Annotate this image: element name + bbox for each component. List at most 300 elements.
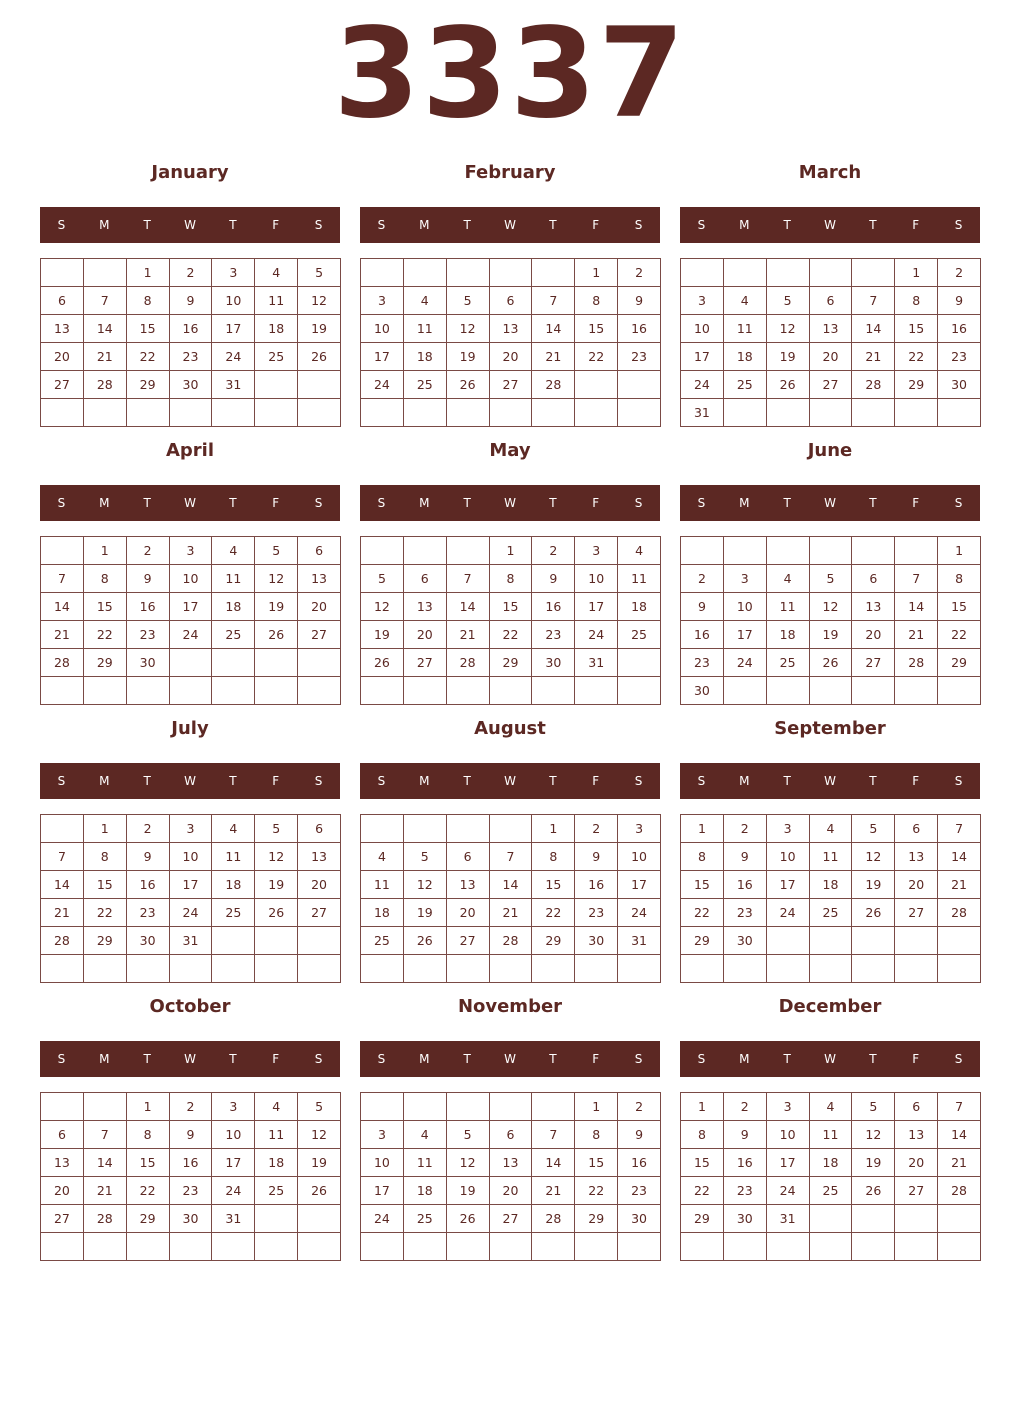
day-cell: 11 [212, 565, 255, 593]
day-cell: 20 [298, 871, 341, 899]
empty-cell [938, 1205, 981, 1233]
empty-cell [724, 1233, 767, 1261]
day-cell: 24 [170, 899, 213, 927]
empty-cell [404, 537, 447, 565]
empty-cell [852, 927, 895, 955]
day-cell: 2 [724, 815, 767, 843]
day-cell: 8 [938, 565, 981, 593]
weekday-label: M [739, 1052, 750, 1066]
weekday-label: T [229, 218, 237, 232]
empty-cell [447, 259, 490, 287]
day-cell: 19 [852, 871, 895, 899]
day-cell: 14 [938, 1121, 981, 1149]
day-cell: 26 [852, 1177, 895, 1205]
day-cell: 13 [298, 843, 341, 871]
weekday-label: S [697, 496, 706, 510]
day-cell: 4 [361, 843, 404, 871]
day-cell: 19 [298, 1149, 341, 1177]
day-cell: 29 [127, 1205, 170, 1233]
empty-cell [938, 399, 981, 427]
day-cell: 3 [724, 565, 767, 593]
day-cell: 4 [810, 1093, 853, 1121]
empty-cell [532, 259, 575, 287]
day-cell: 30 [618, 1205, 661, 1233]
empty-cell [724, 537, 767, 565]
day-cell: 8 [681, 1121, 724, 1149]
day-cell: 22 [127, 1177, 170, 1205]
day-cell: 28 [852, 371, 895, 399]
empty-cell [255, 927, 298, 955]
day-cell: 27 [298, 621, 341, 649]
empty-cell [767, 259, 810, 287]
day-cell: 8 [681, 843, 724, 871]
day-cell: 3 [212, 259, 255, 287]
empty-cell [298, 1205, 341, 1233]
day-cell: 21 [938, 871, 981, 899]
weekday-label: F [912, 1052, 920, 1066]
day-cell: 10 [575, 565, 618, 593]
year-title: 3337 [333, 2, 687, 146]
weekday-label: T [869, 496, 877, 510]
weekday-label: S [377, 774, 386, 788]
day-cell: 27 [41, 1205, 84, 1233]
day-cell: 2 [170, 259, 213, 287]
empty-cell [618, 677, 661, 705]
empty-cell [41, 677, 84, 705]
day-cell: 26 [255, 621, 298, 649]
empty-cell [618, 649, 661, 677]
empty-cell [618, 399, 661, 427]
empty-cell [895, 677, 938, 705]
day-cell: 12 [852, 1121, 895, 1149]
day-cell: 3 [212, 1093, 255, 1121]
day-cell: 11 [255, 287, 298, 315]
day-cell: 6 [852, 565, 895, 593]
day-cell: 23 [681, 649, 724, 677]
day-cell: 17 [361, 343, 404, 371]
day-cell: 16 [618, 315, 661, 343]
day-cell: 23 [724, 899, 767, 927]
empty-cell [895, 399, 938, 427]
weekday-label: W [184, 218, 196, 232]
empty-cell [255, 677, 298, 705]
day-cell: 7 [490, 843, 533, 871]
day-cell: 17 [767, 871, 810, 899]
day-cell: 3 [575, 537, 618, 565]
empty-cell [810, 1205, 853, 1233]
weekday-label: T [143, 1052, 151, 1066]
weekday-label: T [549, 218, 557, 232]
day-cell: 22 [84, 899, 127, 927]
day-cell: 25 [255, 1177, 298, 1205]
day-cell: 2 [127, 815, 170, 843]
day-cell: 15 [127, 315, 170, 343]
day-grid [680, 1092, 981, 1261]
day-cell: 14 [895, 593, 938, 621]
weekday-label: M [99, 774, 110, 788]
day-cell: 20 [41, 343, 84, 371]
weekday-header [360, 485, 660, 521]
day-grid [360, 258, 661, 427]
day-cell: 29 [681, 1205, 724, 1233]
day-cell: 4 [212, 815, 255, 843]
day-cell: 11 [810, 1121, 853, 1149]
day-cell: 1 [681, 815, 724, 843]
day-cell: 13 [895, 1121, 938, 1149]
day-cell: 28 [41, 649, 84, 677]
day-cell: 29 [938, 649, 981, 677]
weekday-label: F [272, 496, 280, 510]
weekday-label: S [634, 1052, 643, 1066]
empty-cell [575, 955, 618, 983]
day-cell: 7 [938, 815, 981, 843]
empty-cell [361, 677, 404, 705]
day-cell: 17 [724, 621, 767, 649]
weekday-label: T [229, 774, 237, 788]
day-cell: 28 [895, 649, 938, 677]
day-cell: 28 [447, 649, 490, 677]
weekday-label: M [419, 1052, 430, 1066]
day-cell: 15 [575, 315, 618, 343]
day-cell: 15 [84, 593, 127, 621]
month-february [360, 155, 660, 427]
day-cell: 30 [127, 927, 170, 955]
empty-cell [532, 1093, 575, 1121]
month-october [40, 989, 340, 1261]
month-name: July [171, 718, 209, 739]
empty-cell [490, 259, 533, 287]
day-cell: 14 [532, 1149, 575, 1177]
day-cell: 9 [127, 843, 170, 871]
day-cell: 16 [938, 315, 981, 343]
day-cell: 18 [404, 1177, 447, 1205]
day-cell: 30 [170, 1205, 213, 1233]
day-cell: 26 [361, 649, 404, 677]
day-cell: 20 [298, 593, 341, 621]
empty-cell [895, 1205, 938, 1233]
day-cell: 1 [575, 1093, 618, 1121]
day-cell: 30 [938, 371, 981, 399]
day-cell: 9 [724, 1121, 767, 1149]
day-cell: 10 [618, 843, 661, 871]
day-cell: 3 [170, 537, 213, 565]
day-cell: 16 [170, 315, 213, 343]
empty-cell [361, 1093, 404, 1121]
day-cell: 1 [681, 1093, 724, 1121]
day-cell: 6 [404, 565, 447, 593]
day-cell: 9 [724, 843, 767, 871]
day-cell: 25 [810, 899, 853, 927]
weekday-label: S [954, 218, 963, 232]
day-cell: 27 [490, 371, 533, 399]
weekday-label: S [697, 1052, 706, 1066]
month-april [40, 433, 340, 705]
day-cell: 6 [298, 815, 341, 843]
empty-cell [490, 955, 533, 983]
weekday-label: T [869, 1052, 877, 1066]
day-cell: 14 [938, 843, 981, 871]
weekday-label: F [912, 496, 920, 510]
day-cell: 1 [84, 815, 127, 843]
day-cell: 29 [575, 1205, 618, 1233]
empty-cell [447, 677, 490, 705]
day-cell: 24 [575, 621, 618, 649]
day-cell: 24 [767, 1177, 810, 1205]
weekday-label: M [99, 496, 110, 510]
day-cell: 9 [618, 1121, 661, 1149]
empty-cell [255, 399, 298, 427]
day-grid [360, 814, 661, 983]
day-cell: 30 [724, 1205, 767, 1233]
empty-cell [212, 927, 255, 955]
empty-cell [361, 537, 404, 565]
day-cell: 26 [447, 371, 490, 399]
day-cell: 27 [852, 649, 895, 677]
day-cell: 10 [361, 315, 404, 343]
month-name: August [474, 718, 546, 739]
empty-cell [170, 1233, 213, 1261]
day-cell: 12 [298, 287, 341, 315]
empty-cell [84, 677, 127, 705]
day-cell: 9 [618, 287, 661, 315]
weekday-label: W [824, 496, 836, 510]
day-cell: 21 [532, 1177, 575, 1205]
day-cell: 19 [767, 343, 810, 371]
day-cell: 23 [938, 343, 981, 371]
day-cell: 12 [255, 843, 298, 871]
day-cell: 4 [255, 1093, 298, 1121]
day-cell: 12 [852, 843, 895, 871]
day-cell: 26 [298, 1177, 341, 1205]
empty-cell [84, 1093, 127, 1121]
empty-cell [170, 677, 213, 705]
day-cell: 2 [618, 1093, 661, 1121]
empty-cell [938, 1233, 981, 1261]
day-cell: 14 [84, 315, 127, 343]
day-cell: 24 [212, 1177, 255, 1205]
day-cell: 11 [255, 1121, 298, 1149]
empty-cell [852, 399, 895, 427]
day-cell: 13 [490, 315, 533, 343]
weekday-label: S [634, 774, 643, 788]
empty-cell [852, 677, 895, 705]
day-cell: 3 [170, 815, 213, 843]
day-cell: 14 [852, 315, 895, 343]
day-cell: 27 [404, 649, 447, 677]
weekday-header [40, 763, 340, 799]
day-cell: 2 [127, 537, 170, 565]
empty-cell [724, 955, 767, 983]
day-cell: 4 [767, 565, 810, 593]
day-cell: 26 [447, 1205, 490, 1233]
month-name: February [464, 162, 556, 183]
day-cell: 13 [447, 871, 490, 899]
empty-cell [532, 1233, 575, 1261]
day-cell: 31 [170, 927, 213, 955]
day-cell: 21 [852, 343, 895, 371]
empty-cell [255, 649, 298, 677]
weekday-label: T [869, 774, 877, 788]
day-cell: 1 [895, 259, 938, 287]
day-cell: 10 [170, 565, 213, 593]
empty-cell [404, 1233, 447, 1261]
empty-cell [404, 259, 447, 287]
empty-cell [724, 677, 767, 705]
day-cell: 6 [41, 1121, 84, 1149]
empty-cell [895, 955, 938, 983]
weekday-label: S [314, 218, 323, 232]
day-cell: 23 [618, 343, 661, 371]
day-cell: 18 [212, 871, 255, 899]
weekday-header [680, 1041, 980, 1077]
empty-cell [575, 399, 618, 427]
weekday-label: S [377, 496, 386, 510]
day-cell: 28 [938, 899, 981, 927]
day-cell: 18 [767, 621, 810, 649]
weekday-header [360, 207, 660, 243]
day-cell: 22 [895, 343, 938, 371]
day-cell: 5 [447, 1121, 490, 1149]
empty-cell [681, 1233, 724, 1261]
weekday-label: S [954, 496, 963, 510]
weekday-label: S [377, 218, 386, 232]
day-cell: 2 [618, 259, 661, 287]
day-cell: 17 [767, 1149, 810, 1177]
day-cell: 16 [532, 593, 575, 621]
day-cell: 24 [361, 1205, 404, 1233]
day-cell: 20 [895, 871, 938, 899]
empty-cell [938, 927, 981, 955]
empty-cell [298, 371, 341, 399]
empty-cell [404, 399, 447, 427]
weekday-header [680, 763, 980, 799]
weekday-label: S [634, 496, 643, 510]
month-january [40, 155, 340, 427]
day-grid [360, 536, 661, 705]
empty-cell [361, 955, 404, 983]
empty-cell [490, 1233, 533, 1261]
empty-cell [84, 955, 127, 983]
weekday-label: S [314, 496, 323, 510]
empty-cell [938, 677, 981, 705]
weekday-label: W [184, 774, 196, 788]
day-cell: 11 [404, 315, 447, 343]
empty-cell [895, 537, 938, 565]
empty-cell [361, 815, 404, 843]
day-cell: 7 [938, 1093, 981, 1121]
day-cell: 2 [170, 1093, 213, 1121]
day-cell: 10 [212, 287, 255, 315]
day-cell: 5 [298, 259, 341, 287]
empty-cell [810, 1233, 853, 1261]
weekday-label: T [143, 218, 151, 232]
day-cell: 15 [127, 1149, 170, 1177]
day-cell: 5 [810, 565, 853, 593]
empty-cell [447, 1233, 490, 1261]
day-cell: 5 [255, 815, 298, 843]
day-cell: 1 [575, 259, 618, 287]
day-cell: 7 [447, 565, 490, 593]
day-cell: 4 [810, 815, 853, 843]
day-cell: 5 [404, 843, 447, 871]
empty-cell [447, 955, 490, 983]
month-name: January [151, 162, 229, 183]
weekday-label: T [549, 774, 557, 788]
day-cell: 8 [575, 1121, 618, 1149]
day-cell: 22 [127, 343, 170, 371]
day-cell: 17 [170, 871, 213, 899]
empty-cell [938, 955, 981, 983]
day-cell: 8 [490, 565, 533, 593]
weekday-header [680, 207, 980, 243]
weekday-label: S [57, 1052, 66, 1066]
empty-cell [361, 259, 404, 287]
day-cell: 17 [681, 343, 724, 371]
empty-cell [212, 1233, 255, 1261]
day-cell: 28 [532, 1205, 575, 1233]
day-cell: 21 [41, 621, 84, 649]
weekday-label: M [419, 496, 430, 510]
weekday-label: F [272, 218, 280, 232]
day-cell: 29 [681, 927, 724, 955]
day-cell: 26 [852, 899, 895, 927]
month-may [360, 433, 660, 705]
empty-cell [532, 399, 575, 427]
day-cell: 31 [212, 371, 255, 399]
day-cell: 8 [532, 843, 575, 871]
day-cell: 5 [255, 537, 298, 565]
weekday-label: S [57, 496, 66, 510]
day-cell: 25 [404, 1205, 447, 1233]
month-june [680, 433, 980, 705]
empty-cell [575, 371, 618, 399]
empty-cell [532, 955, 575, 983]
day-cell: 15 [532, 871, 575, 899]
day-cell: 4 [724, 287, 767, 315]
day-cell: 24 [212, 343, 255, 371]
empty-cell [852, 1233, 895, 1261]
day-grid [40, 1092, 341, 1261]
weekday-label: S [634, 218, 643, 232]
day-grid [680, 814, 981, 983]
empty-cell [767, 677, 810, 705]
day-cell: 2 [575, 815, 618, 843]
day-cell: 22 [575, 1177, 618, 1205]
empty-cell [681, 259, 724, 287]
day-cell: 13 [404, 593, 447, 621]
day-cell: 15 [84, 871, 127, 899]
empty-cell [170, 399, 213, 427]
day-cell: 25 [724, 371, 767, 399]
month-name: October [149, 996, 231, 1017]
day-cell: 9 [127, 565, 170, 593]
weekday-label: F [272, 774, 280, 788]
day-cell: 6 [447, 843, 490, 871]
empty-cell [170, 649, 213, 677]
empty-cell [810, 259, 853, 287]
day-cell: 5 [852, 1093, 895, 1121]
day-cell: 11 [767, 593, 810, 621]
day-cell: 6 [895, 815, 938, 843]
day-cell: 20 [490, 343, 533, 371]
day-cell: 2 [681, 565, 724, 593]
day-cell: 22 [532, 899, 575, 927]
weekday-label: F [912, 218, 920, 232]
month-name: September [774, 718, 886, 739]
empty-cell [447, 537, 490, 565]
day-cell: 28 [938, 1177, 981, 1205]
day-cell: 19 [852, 1149, 895, 1177]
